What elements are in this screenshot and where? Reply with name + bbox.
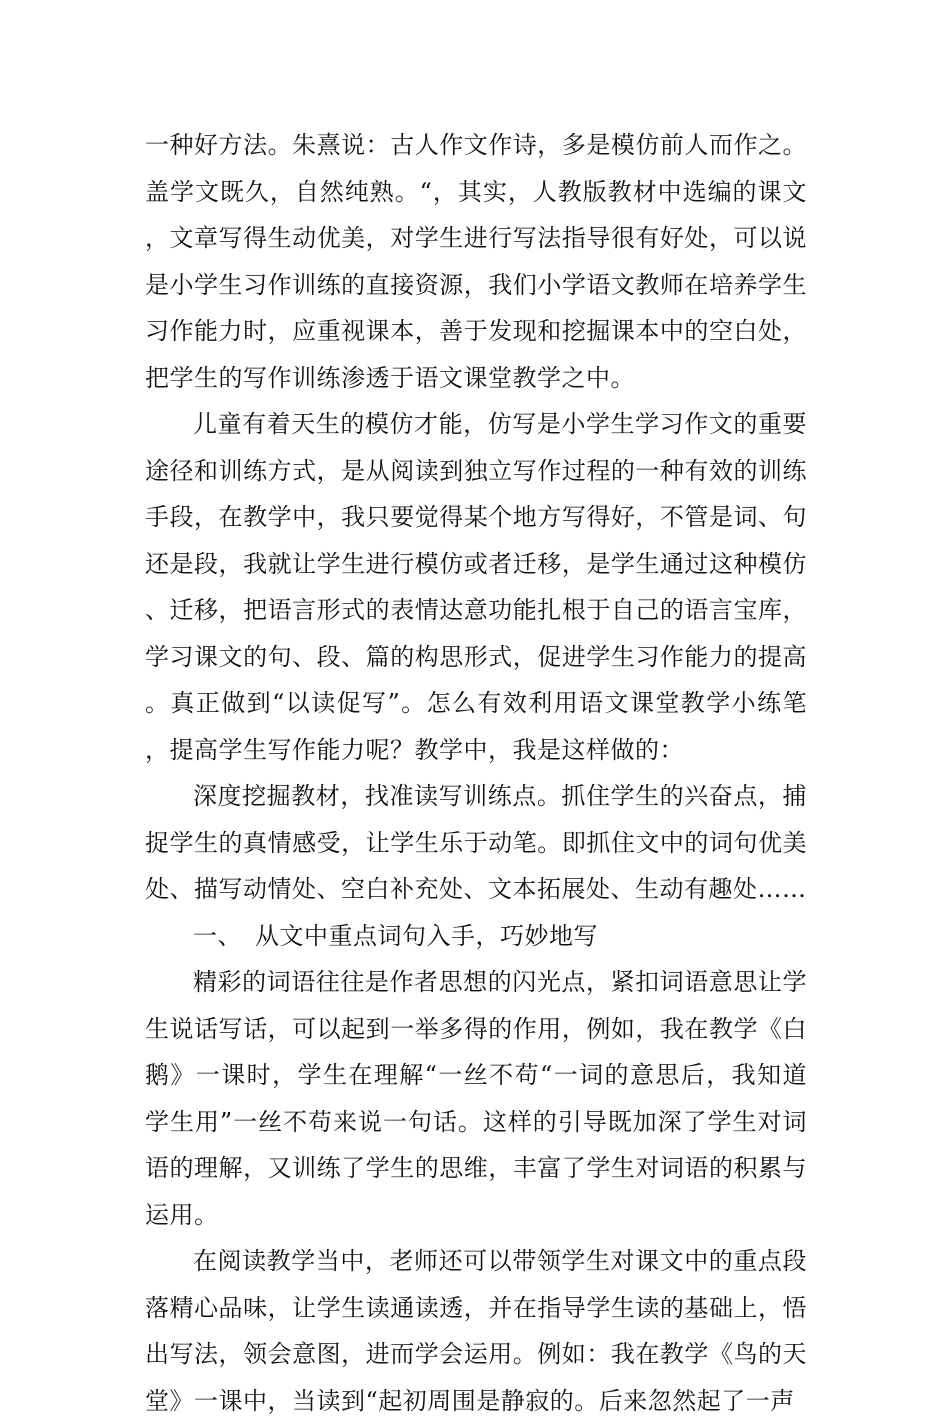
- paragraph-5: 在阅读教学当中，老师还可以带领学生对课文中的重点段落精心品味，让学生读通读透，并在指导学生读的基础上，悟出写法，领会意图，进而学会运用。例如：我在教学《鸟的天堂》一课中，当读到“起初周围是静寂的。后来忽然起了一声: [145, 1247, 807, 1415]
- document-body: [145, 122, 807, 1424]
- paragraph-4: 精彩的词语往往是作者思想的闪光点，紧扣词语意思让学生说话写话，可以起到一举多得的作用，例如，我在教学《白鹅》一课时，学生在理解“一丝不苟“一词的意思后，我知道学生用”一丝不苟来说一句话。这样的引导既加深了学生对词语的理解，又训练了学生的思维，丰富了学生对词语的积累与运用。: [145, 968, 807, 1229]
- section-title: 从文中重点词句入手，巧妙地写: [255, 921, 598, 950]
- paragraph-2: 儿童有着天生的模仿才能，仿写是小学生学习作文的重要途径和训练方式，是从阅读到独立写作过程的一种有效的训练手段，在教学中，我只要觉得某个地方写得好，不管是词、句还是段，我就让学生进行模仿或者迁移，是学生通过这种模仿、迁移，把语言形式的表情达意功能扎根于自己的语言宝库，学习课文的句、段、篇的构思形式，促进学生习作能力的提高。真正做到“以读促写”。怎么有效利用语文课堂教学小练笔，提高学生写作能力呢？教学中，我是这样做的：: [145, 410, 807, 764]
- paragraph-3: 深度挖掘教材，找准读写训练点。抓住学生的兴奋点，捕捉学生的真情感受，让学生乐于动笔。即抓住文中的词句优美处、描写动情处、空白补充处、文本拓展处、生动有趣处……: [145, 782, 807, 903]
- paragraph-1: 一种好方法。朱熹说：古人作文作诗，多是模仿前人而作之。盖学文既久，自然纯熟。“，其实，人教版教材中选编的课文，文章写得生动优美，对学生进行写法指导很有好处，可以说是小学生习作训练的直接资源，我们小学语文教师在培养学生习作能力时，应重视课本，善于发现和挖掘课本中的空白处，把学生的写作训练渗透于语文课堂教学之中。: [145, 131, 807, 392]
- section-heading: [145, 913, 807, 960]
- section-number: 一、: [193, 921, 242, 950]
